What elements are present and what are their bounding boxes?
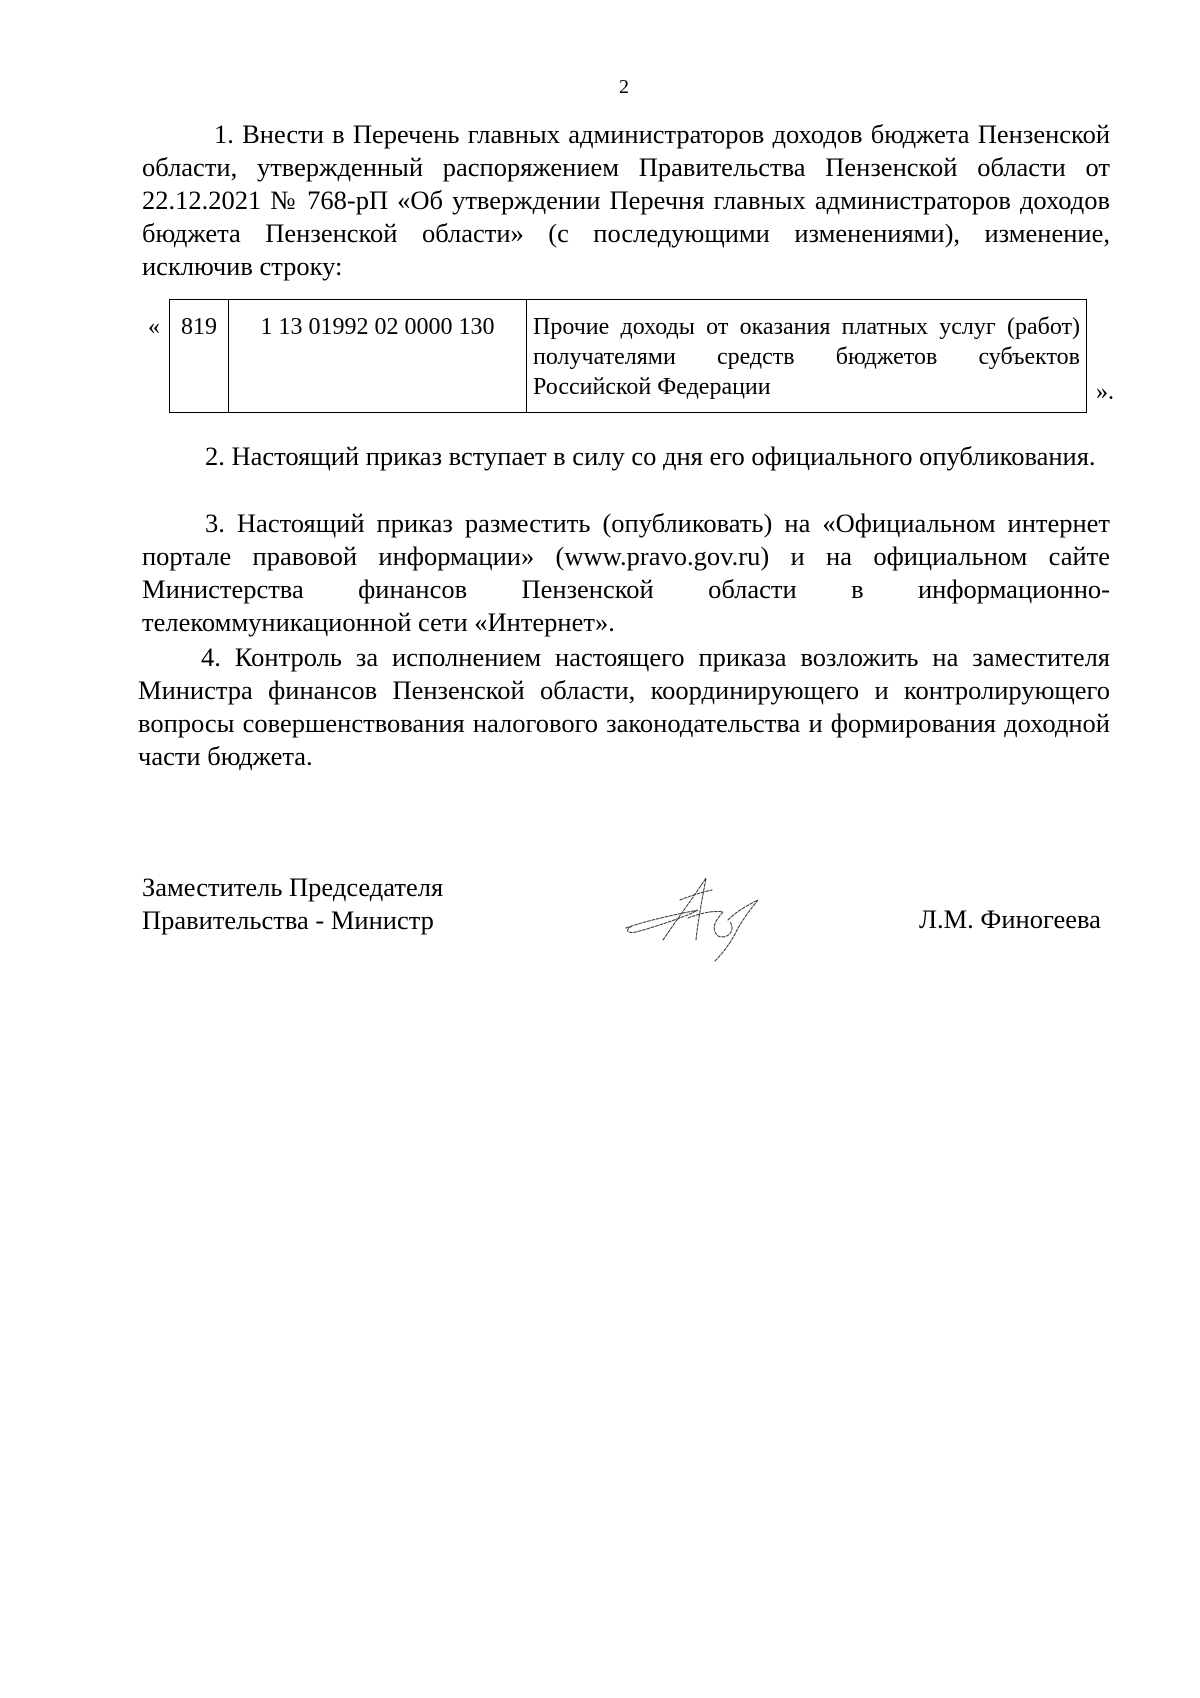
paragraph-2: 2. Настоящий приказ вступает в силу со дня его официального опубликования.	[205, 441, 1096, 471]
signatory-title	[142, 871, 443, 937]
signatory-name: Л.М. Финогеева	[919, 904, 1101, 934]
paragraph-3: 3. Настоящий приказ разместить (опубликовать) на «Официальном интернет портале правовой информации» (www.pravo.gov.ru) и на официальном сайте Министерства финансов Пензенской области в информационно-телекоммуникационной сети «Интернет».	[142, 508, 1110, 637]
handwritten-signature	[618, 870, 763, 965]
signatory-title-line-2: Правительства - Министр	[142, 905, 434, 935]
revenue-name-cell: Прочие доходы от оказания платных услуг (работ) получателями средств бюджетов субъектов Российской Федерации	[527, 300, 1087, 413]
revenue-code-cell: 1 13 01992 02 0000 130	[229, 300, 527, 413]
excluded-row-table	[169, 299, 1087, 413]
paragraph-1: 1. Внести в Перечень главных администраторов доходов бюджета Пензенской области, утвержденный распоряжением Правительства Пензенской области от 22.12.2021 № 768-рП «Об утверждении Перечня главных администраторов доходов бюджета Пензенской области» (с последующими изменениями), изменение, исключив строку:	[142, 119, 1110, 281]
paragraph-4: 4. Контроль за исполнением настоящего приказа возложить на заместителя Министра финансов Пензенской области, координирующего и контролирующего вопросы совершенствования налогового законодательства и формирования доходной части бюджета.	[138, 642, 1110, 771]
signatory-title-line-1: Заместитель Председателя	[142, 872, 444, 902]
page-number: 2	[619, 76, 629, 98]
table-open-quote: «	[148, 314, 160, 340]
table-row	[170, 300, 1087, 413]
admin-code-cell: 819	[170, 300, 229, 413]
table-close-quote: ».	[1096, 379, 1114, 405]
